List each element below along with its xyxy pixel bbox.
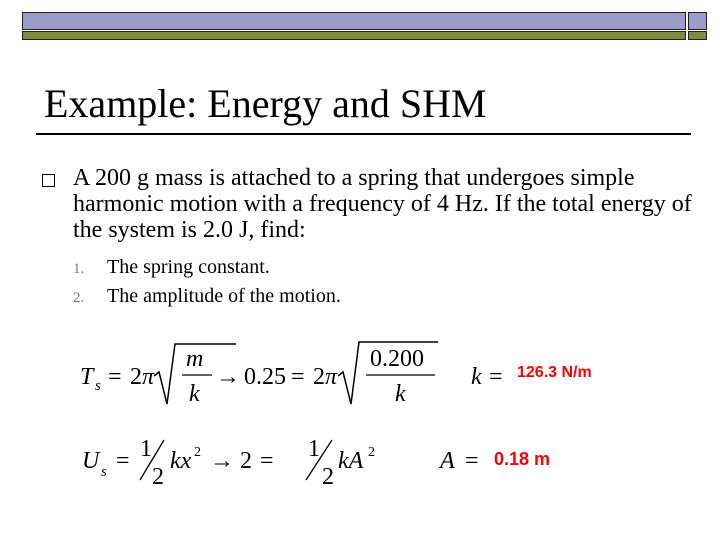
svg-text:A: A <box>440 448 455 474</box>
spring-constant-answer: 126.3 N/m <box>517 364 592 381</box>
svg-text:kA: kA <box>338 448 364 474</box>
corner-square-bottom <box>688 31 707 40</box>
svg-text:m: m <box>186 346 204 372</box>
svg-text:π: π <box>142 364 155 390</box>
svg-text:k: k <box>395 381 406 407</box>
amplitude-answer: 0.18 m <box>494 449 551 469</box>
svg-text:s: s <box>95 378 101 394</box>
svg-text:2: 2 <box>322 464 334 490</box>
svg-text:2: 2 <box>313 364 325 390</box>
svg-text:π: π <box>325 364 338 390</box>
corner-square-top <box>688 12 707 30</box>
mass-value: 0.200 <box>370 346 424 372</box>
svg-text:2: 2 <box>194 445 201 460</box>
list-item-text: The spring constant. <box>107 256 270 278</box>
svg-text:2: 2 <box>368 445 375 460</box>
svg-text:2: 2 <box>130 364 142 390</box>
energy-value: 2 <box>240 448 252 474</box>
svg-text:T: T <box>80 364 94 390</box>
title-underline <box>36 133 691 135</box>
energy-equation <box>80 432 500 492</box>
slide-title: Example: Energy and SHM <box>44 81 487 126</box>
list-item <box>73 254 341 283</box>
list-number: 2. <box>73 290 85 306</box>
list-item-text: The amplitude of the motion. <box>107 285 341 307</box>
problem-statement: A 200 g mass is attached to a spring that undergoes simple harmonic motion with a frequency of 4 Hz. If the total energy of the system is 2.0 J, find: <box>73 165 692 243</box>
svg-text:1: 1 <box>308 436 320 462</box>
svg-text:k: k <box>471 364 482 390</box>
svg-text:2: 2 <box>152 464 164 490</box>
period-value: 0.25 <box>244 364 286 390</box>
svg-text:→: → <box>210 448 234 474</box>
svg-text:→: → <box>216 364 240 390</box>
svg-text:=: = <box>260 448 274 474</box>
svg-text:1: 1 <box>140 436 152 462</box>
svg-text:U: U <box>82 448 100 474</box>
svg-text:s: s <box>101 464 107 480</box>
svg-text:=: = <box>291 364 305 390</box>
period-equation <box>78 338 508 413</box>
svg-text:=: = <box>116 448 130 474</box>
svg-text:=: = <box>489 364 503 390</box>
svg-text:k: k <box>189 381 200 407</box>
svg-text:=: = <box>465 448 479 474</box>
svg-text:=: = <box>108 364 122 390</box>
question-list <box>73 254 341 312</box>
header-decoration <box>22 12 686 39</box>
list-number: 1. <box>73 261 85 277</box>
list-item <box>73 283 341 312</box>
svg-text:kx: kx <box>170 448 192 474</box>
square-bullet-icon <box>42 174 55 187</box>
header-band-bottom <box>22 31 686 40</box>
header-band-top <box>22 12 686 30</box>
